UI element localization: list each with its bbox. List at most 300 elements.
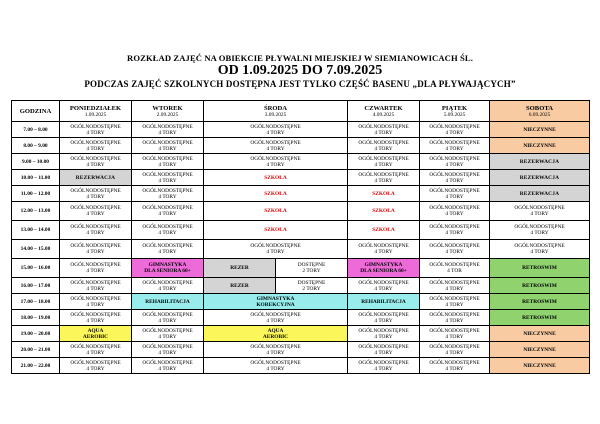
open-swim-cell [204, 138, 348, 154]
rehab-cell [132, 294, 204, 310]
cell-text: OGÓLNODOSTĘPNE [250, 359, 301, 366]
open-swim-cell [132, 202, 204, 221]
cell-text: 4 TORY [266, 365, 285, 372]
cell-text: OGÓLNODOSTĘPNE [70, 343, 121, 350]
open-swim-cell [132, 240, 204, 259]
reservation-cell [490, 170, 590, 186]
cell-text: OGÓLNODOSTĘPNE [142, 187, 193, 194]
cell-text: 4 TORY [158, 193, 177, 200]
cell-text: RETROSWIM [522, 282, 557, 289]
school-cell [348, 221, 420, 240]
retroswim-cell [490, 294, 590, 310]
cell-text: OGÓLNODOSTĘPNE [358, 123, 409, 130]
cell-text: DOSTĘPNE [297, 262, 326, 268]
schedule-row [12, 259, 590, 278]
day-date: 2.09.2025 [156, 111, 179, 118]
cell-text: OGÓLNODOSTĘPNE [70, 295, 121, 302]
schedule-row [12, 170, 590, 186]
cell-text: 4 TORY [374, 365, 393, 372]
cell-text: OGÓLNODOSTĘPNE [429, 205, 480, 211]
open-swim-cell [490, 221, 590, 240]
cell-text: 4 TORY [86, 145, 105, 152]
open-swim-cell [132, 310, 204, 326]
cell-text: 4 TORY [445, 145, 464, 152]
cell-text: OGÓLNODOSTĘPNE [429, 123, 480, 130]
cell-text: NIECZYNNE [523, 330, 556, 337]
available-lanes-cell [276, 278, 348, 294]
cell-text: GIMNASTYKA [364, 262, 403, 268]
cell-text: OGÓLNODOSTĘPNE [429, 311, 480, 318]
cell-text: OGÓLNODOSTĘPNE [429, 279, 480, 286]
cell-text: AQUA [267, 327, 284, 334]
cell-text: REZERWACJA [519, 158, 560, 165]
cell-text: RETROSWIM [522, 298, 557, 305]
cell-text: 4 TORY [158, 317, 177, 324]
schedule-row [12, 358, 590, 374]
day-name: ŚRODA [263, 104, 288, 112]
cell-text: OGÓLNODOSTĘPNE [142, 279, 193, 286]
schedule-row [12, 138, 590, 154]
cell-text: OGÓLNODOSTĘPNE [142, 171, 193, 178]
cell-text: REZER [230, 282, 249, 289]
open-swim-cell [60, 240, 132, 259]
cell-text: OGÓLNODOSTĘPNE [358, 327, 409, 334]
reservation-cell [204, 259, 276, 278]
schedule-date-range: OD 1.09.2025 DO 7.09.2025 [217, 63, 383, 78]
cell-text: 4 TORY [266, 349, 285, 356]
cell-text: REZERWACJA [75, 174, 116, 181]
aqua-aerobic-cell [204, 326, 348, 342]
open-swim-cell [132, 138, 204, 154]
open-swim-cell [132, 326, 204, 342]
cell-text: 4 TORY [445, 161, 464, 168]
reservation-cell [490, 186, 590, 202]
open-swim-cell [60, 259, 132, 278]
cell-text: 4 TORY [445, 230, 464, 236]
cell-text: 4 TORY [158, 333, 177, 340]
day-date: 5.09.2025 [443, 111, 466, 118]
open-swim-cell [348, 326, 420, 342]
cell-text: 4 TORY [374, 249, 393, 255]
open-swim-cell [132, 122, 204, 138]
closed-cell [490, 358, 590, 374]
time-slot: 16.00 – 17.00 [12, 278, 60, 294]
cell-text: OGÓLNODOSTĘPNE [250, 139, 301, 146]
day-name: CZWARTEK [364, 104, 403, 112]
cell-text: 4 TORY [86, 268, 105, 274]
schedule-row [12, 221, 590, 240]
cell-text: REZERWACJA [519, 174, 560, 181]
cell-text: 4 TORY [158, 161, 177, 168]
day-date: 3.09.2025 [264, 111, 287, 118]
retroswim-cell [490, 259, 590, 278]
cell-text: 4 TORY [266, 317, 285, 324]
senior-gym-cell [132, 259, 204, 278]
cell-text: AEROBIC [262, 333, 289, 340]
cell-text: OGÓLNODOSTĘPNE [358, 343, 409, 350]
day-name: SOBOTA [526, 104, 553, 112]
open-swim-cell [420, 326, 490, 342]
cell-text: 4 TORY [445, 349, 464, 356]
reservation-cell [60, 170, 132, 186]
open-swim-cell [60, 138, 132, 154]
cell-text: OGÓLNODOSTĘPNE [250, 243, 301, 249]
cell-text: 4 TORY [158, 349, 177, 356]
cell-text: 4 TORY [86, 129, 105, 136]
closed-cell [490, 122, 590, 138]
open-swim-cell [60, 186, 132, 202]
cell-text: OGÓLNODOSTĘPNE [142, 327, 193, 334]
cell-text: 4 TORY [445, 285, 464, 292]
open-swim-cell [204, 342, 348, 358]
cell-text: OGÓLNODOSTĘPNE [429, 343, 480, 350]
open-swim-cell [204, 154, 348, 170]
cell-text: 4 TORY [158, 365, 177, 372]
cell-text: DOSTĘPNE [297, 279, 326, 286]
open-swim-cell [420, 294, 490, 310]
schedule-row [12, 154, 590, 170]
cell-text: 2 TORY [302, 285, 321, 292]
closed-cell [490, 138, 590, 154]
open-swim-cell [420, 221, 490, 240]
open-swim-cell [348, 310, 420, 326]
cell-text: OGÓLNODOSTĘPNE [429, 155, 480, 162]
day-header [204, 101, 348, 122]
school-cell [204, 170, 348, 186]
open-swim-cell [204, 310, 348, 326]
cell-text: 4 TORY [530, 249, 549, 255]
cell-text: OGÓLNODOSTĘPNE [358, 311, 409, 318]
cell-text: SZKOŁA [372, 227, 395, 233]
cell-text: GIMNASTYKA [256, 295, 295, 302]
cell-text: 4 TORY [445, 211, 464, 217]
cell-text: 4 TORY [445, 249, 464, 255]
cell-text: OGÓLNODOSTĘPNE [70, 359, 121, 366]
day-name: PIĄTEK [441, 104, 468, 112]
cell-text: 4 TORY [86, 365, 105, 372]
corrective-gym-cell [204, 294, 348, 310]
cell-text: SZKOŁA [264, 174, 287, 181]
cell-text: REZER [230, 265, 249, 271]
time-slot: 14.00 – 15.00 [12, 240, 60, 259]
schedule-note: PODCZAS ZAJĘĆ SZKOLNYCH DOSTĘPNA JEST TYLKO CZĘŚĆ BASENU „DLA PŁYWAJĄCYCH” [84, 79, 516, 89]
cell-text: 4 TORY [266, 129, 285, 136]
schedule-row [12, 326, 590, 342]
cell-text: GIMNASTYKA [148, 262, 187, 268]
cell-text: OGÓLNODOSTĘPNE [70, 187, 121, 194]
open-swim-cell [60, 294, 132, 310]
cell-text: 4 TORY [445, 317, 464, 324]
cell-text: OGÓLNODOSTĘPNE [429, 243, 480, 249]
open-swim-cell [60, 358, 132, 374]
open-swim-cell [204, 122, 348, 138]
cell-text: OGÓLNODOSTĘPNE [70, 224, 121, 230]
time-slot: 20.00 – 21.00 [12, 342, 60, 358]
cell-text: OGÓLNODOSTĘPNE [142, 311, 193, 318]
cell-text: REZERWACJA [519, 190, 560, 197]
cell-text: 4 TORY [374, 177, 393, 184]
open-swim-cell [420, 342, 490, 358]
cell-text: 4 TORY [86, 249, 105, 255]
time-header-label: GODZINA [19, 107, 52, 115]
cell-text: OGÓLNODOSTĘPNE [142, 243, 193, 249]
cell-text: OGÓLNODOSTĘPNE [142, 139, 193, 146]
cell-text: 4 TORY [86, 211, 105, 217]
open-swim-cell [132, 186, 204, 202]
cell-text: 4 TORY [374, 129, 393, 136]
open-swim-cell [60, 342, 132, 358]
cell-text: OGÓLNODOSTĘPNE [358, 155, 409, 162]
open-swim-cell [132, 170, 204, 186]
cell-text: OGÓLNODOSTĘPNE [70, 262, 121, 268]
cell-text: 4 TORY [374, 285, 393, 292]
cell-text: 4 TOR [447, 268, 462, 274]
schedule-row [12, 240, 590, 259]
cell-text: 4 TORY [445, 177, 464, 184]
day-header [60, 101, 132, 122]
school-cell [204, 186, 348, 202]
cell-text: OGÓLNODOSTĘPNE [429, 171, 480, 178]
cell-text: OGÓLNODOSTĘPNE [429, 327, 480, 334]
open-swim-cell [348, 138, 420, 154]
cell-text: 4 TORY [86, 301, 105, 308]
open-swim-cell [204, 240, 348, 259]
closed-cell [490, 342, 590, 358]
cell-text: NIECZYNNE [523, 346, 556, 353]
cell-text: NIECZYNNE [523, 362, 556, 369]
day-date: 1.09.2025 [84, 111, 107, 118]
cell-text: 4 TORY [445, 193, 464, 200]
cell-text: 4 TORY [158, 230, 177, 236]
cell-text: SZKOŁA [264, 208, 287, 214]
cell-text: OGÓLNODOSTĘPNE [142, 224, 193, 230]
open-swim-cell [132, 154, 204, 170]
cell-text: OGÓLNODOSTĘPNE [514, 243, 565, 249]
cell-text: OGÓLNODOSTĘPNE [429, 224, 480, 230]
cell-text: KOREKCYJNA [256, 301, 295, 308]
time-slot: 12.00 – 13.00 [12, 202, 60, 221]
schedule-row [12, 342, 590, 358]
cell-text: OGÓLNODOSTĘPNE [70, 155, 121, 162]
cell-text: OGÓLNODOSTĘPNE [514, 224, 565, 230]
open-swim-cell [490, 240, 590, 259]
cell-text: 4 TORY [86, 193, 105, 200]
cell-text: OGÓLNODOSTĘPNE [70, 139, 121, 146]
cell-text: 4 TORY [445, 129, 464, 136]
retroswim-cell [490, 310, 590, 326]
cell-text: 4 TORY [374, 333, 393, 340]
reservation-cell [490, 154, 590, 170]
retroswim-cell [490, 278, 590, 294]
cell-text: OGÓLNODOSTĘPNE [250, 155, 301, 162]
open-swim-cell [132, 358, 204, 374]
schedule-row [12, 310, 590, 326]
cell-text: 4 TORY [86, 161, 105, 168]
cell-text: 2 TORY [302, 268, 321, 274]
cell-text: OGÓLNODOSTĘPNE [142, 359, 193, 366]
open-swim-cell [420, 154, 490, 170]
cell-text: 4 TORY [445, 301, 464, 308]
cell-text: OGÓLNODOSTĘPNE [142, 123, 193, 130]
day-header [348, 101, 420, 122]
schedule-table [11, 100, 590, 374]
schedule-row [12, 294, 590, 310]
cell-text: 4 TORY [530, 230, 549, 236]
cell-text: 4 TORY [86, 285, 105, 292]
cell-text: OGÓLNODOSTĘPNE [514, 205, 565, 211]
cell-text: OGÓLNODOSTĘPNE [250, 311, 301, 318]
cell-text: NIECZYNNE [523, 142, 556, 149]
open-swim-cell [420, 202, 490, 221]
open-swim-cell [420, 122, 490, 138]
cell-text: OGÓLNODOSTĘPNE [70, 279, 121, 286]
cell-text: OGÓLNODOSTĘPNE [142, 155, 193, 162]
schedule-title-line1: ROZKŁAD ZAJĘĆ NA OBIEKCIE PŁYWALNI MIEJSKIEJ W SIEMIANOWICACH ŚL. [127, 53, 473, 63]
school-cell [204, 221, 348, 240]
cell-text: 4 TORY [158, 211, 177, 217]
school-cell [348, 186, 420, 202]
day-name: PONIEDZIAŁEK [69, 104, 122, 112]
cell-text: OGÓLNODOSTĘPNE [358, 279, 409, 286]
open-swim-cell [420, 358, 490, 374]
closed-cell [490, 326, 590, 342]
cell-text: OGÓLNODOSTĘPNE [429, 139, 480, 146]
cell-text: 4 TORY [530, 211, 549, 217]
cell-text: OGÓLNODOSTĘPNE [250, 123, 301, 130]
open-swim-cell [348, 358, 420, 374]
cell-text: OGÓLNODOSTĘPNE [142, 343, 193, 350]
time-slot: 7.00 – 8.00 [12, 122, 60, 138]
time-slot: 9.00 – 10.00 [12, 154, 60, 170]
open-swim-cell [132, 221, 204, 240]
cell-text: RETROSWIM [522, 314, 557, 321]
cell-text: OGÓLNODOSTĘPNE [70, 205, 121, 211]
cell-text: 4 TORY [374, 145, 393, 152]
cell-text: OGÓLNODOSTĘPNE [358, 171, 409, 178]
cell-text: OGÓLNODOSTĘPNE [429, 187, 480, 194]
open-swim-cell [204, 358, 348, 374]
cell-text: OGÓLNODOSTĘPNE [70, 123, 121, 130]
open-swim-cell [348, 278, 420, 294]
cell-text: 4 TORY [86, 349, 105, 356]
day-header [132, 101, 204, 122]
school-cell [348, 202, 420, 221]
cell-text: DLA SENIORA 60+ [144, 268, 191, 274]
cell-text: 4 TORY [445, 365, 464, 372]
cell-text: OGÓLNODOSTĘPNE [358, 243, 409, 249]
open-swim-cell [420, 138, 490, 154]
cell-text: 4 TORY [374, 161, 393, 168]
cell-text: REHABILITACJA [145, 298, 190, 305]
aqua-aerobic-cell [60, 326, 132, 342]
open-swim-cell [348, 122, 420, 138]
reservation-cell [204, 278, 276, 294]
cell-text: SZKOŁA [264, 227, 287, 233]
cell-text: OGÓLNODOSTĘPNE [358, 359, 409, 366]
time-slot: 19.00 – 20.00 [12, 326, 60, 342]
day-header [420, 101, 490, 122]
time-slot: 18.00 – 19.00 [12, 310, 60, 326]
cell-text: 4 TORY [158, 177, 177, 184]
cell-text: RETROSWIM [522, 265, 557, 271]
day-date: 4.09.2025 [372, 111, 395, 118]
cell-text: NIECZYNNE [523, 126, 556, 133]
open-swim-cell [348, 154, 420, 170]
open-swim-cell [60, 122, 132, 138]
cell-text: SZKOŁA [264, 190, 287, 197]
cell-text: OGÓLNODOSTĘPNE [358, 139, 409, 146]
cell-text: OGÓLNODOSTĘPNE [429, 295, 480, 302]
open-swim-cell [60, 202, 132, 221]
cell-text: 4 TORY [158, 285, 177, 292]
schedule-header-row [12, 101, 590, 122]
available-lanes-cell [276, 259, 348, 278]
open-swim-cell [60, 154, 132, 170]
time-slot: 13.00 – 14.00 [12, 221, 60, 240]
cell-text: 4 TORY [158, 145, 177, 152]
cell-text: 4 TORY [158, 249, 177, 255]
cell-text: SZKOŁA [372, 190, 395, 197]
cell-text: OGÓLNODOSTĘPNE [429, 262, 480, 268]
open-swim-cell [348, 240, 420, 259]
open-swim-cell [132, 278, 204, 294]
time-slot: 10.00 – 11.00 [12, 170, 60, 186]
open-swim-cell [132, 342, 204, 358]
open-swim-cell [420, 186, 490, 202]
cell-text: OGÓLNODOSTĘPNE [70, 243, 121, 249]
day-date: 6.09.2025 [528, 111, 551, 118]
time-slot: 21.00 – 22.00 [12, 358, 60, 374]
open-swim-cell [420, 170, 490, 186]
cell-text: DLA SENIORA 60+ [360, 268, 407, 274]
cell-text: OGÓLNODOSTĘPNE [250, 343, 301, 350]
time-slot: 11.00 – 12.00 [12, 186, 60, 202]
cell-text: 4 TORY [86, 230, 105, 236]
cell-text: 4 TORY [158, 129, 177, 136]
time-column-header [12, 101, 60, 122]
open-swim-cell [420, 310, 490, 326]
cell-text: AQUA [87, 327, 104, 334]
schedule-row [12, 186, 590, 202]
cell-text: AEROBIC [82, 333, 109, 340]
cell-text: 4 TORY [266, 161, 285, 168]
cell-text: OGÓLNODOSTĘPNE [142, 205, 193, 211]
cell-text: 4 TORY [266, 145, 285, 152]
time-slot: 17.00 – 18.00 [12, 294, 60, 310]
cell-text: 4 TORY [266, 249, 285, 255]
day-header [490, 101, 590, 122]
school-cell [204, 202, 348, 221]
time-slot: 8.00 – 9.00 [12, 138, 60, 154]
cell-text: 4 TORY [374, 349, 393, 356]
cell-text: 4 TORY [86, 317, 105, 324]
cell-text: 4 TORY [445, 333, 464, 340]
cell-text: REHABILITACJA [361, 298, 406, 305]
open-swim-cell [420, 240, 490, 259]
open-swim-cell [60, 310, 132, 326]
open-swim-cell [490, 202, 590, 221]
open-swim-cell [420, 259, 490, 278]
cell-text: SZKOŁA [372, 208, 395, 214]
schedule-row [12, 122, 590, 138]
open-swim-cell [348, 342, 420, 358]
schedule-row [12, 202, 590, 221]
open-swim-cell [420, 278, 490, 294]
schedule-row [12, 278, 590, 294]
rehab-cell [348, 294, 420, 310]
cell-text: 4 TORY [374, 317, 393, 324]
cell-text: OGÓLNODOSTĘPNE [429, 359, 480, 366]
